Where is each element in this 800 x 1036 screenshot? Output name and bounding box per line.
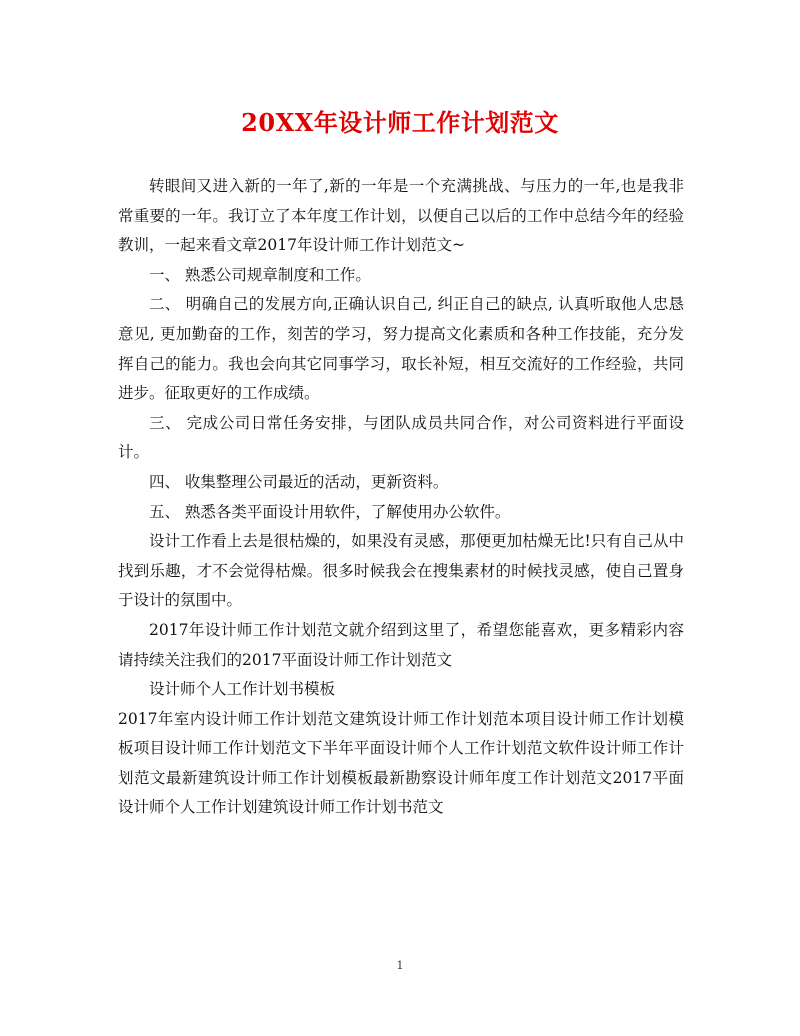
paragraph-closing: 2017年设计师工作计划范文就介绍到这里了，希望您能喜欢，更多精彩内容请持续关注我们的2017平面设计师工作计划范文 xyxy=(118,620,684,669)
document-body xyxy=(118,172,684,823)
related-links: 2017年室内设计师工作计划范文建筑设计师工作计划范本项目设计师工作计划模板项目设计师工作计划范文下半年平面设计师个人工作计划范文软件设计师工作计划范文最新建筑设计师工作计划模板最新勘察设计师年度工作计划范文2017平面设计师个人工作计划建筑设计师工作计划书范文 xyxy=(118,709,684,817)
paragraph-item-3: 三、 完成公司日常任务安排，与团队成员共同合作，对公司资料进行平面设计。 xyxy=(118,413,684,462)
paragraph-intro: 转眼间又进入新的一年了,新的一年是一个充满挑战、与压力的一年,也是我非常重要的一年。我订立了本年度工作计划，以便自己以后的工作中总结今年的经验教训，一起来看文章2017年设计师工作计划范文~ xyxy=(118,177,684,255)
paragraph-item-1: 一、 熟悉公司规章制度和工作。 xyxy=(149,265,371,284)
document-title: 20XX年设计师工作计划范文 xyxy=(241,108,559,137)
paragraph-template-heading: 设计师个人工作计划书模板 xyxy=(149,680,336,699)
paragraph-item-2: 二、 明确自己的发展方向,正确认识自己, 纠正自己的缺点, 认真听取他人忠恳意见, 更加勤奋的工作，刻苦的学习，努力提高文化素质和各种工作技能，充分发挥自己的能力。我也会向其它同事学习，取长补短，相互交流好的工作经验，共同进步。征取更好的工作成绩。 xyxy=(118,295,684,403)
paragraph-item-5: 五、 熟悉各类平面设计用软件，了解使用办公软件。 xyxy=(149,502,511,521)
paragraph-item-4: 四、 收集整理公司最近的活动，更新资料。 xyxy=(149,472,449,491)
paragraph-inspiration: 设计工作看上去是很枯燥的，如果没有灵感，那便更加枯燥无比!只有自己从中找到乐趣，才不会觉得枯燥。很多时候我会在搜集素材的时候找灵感，使自己置身于设计的氛围中。 xyxy=(118,532,684,610)
page-number: 1 xyxy=(396,959,404,972)
